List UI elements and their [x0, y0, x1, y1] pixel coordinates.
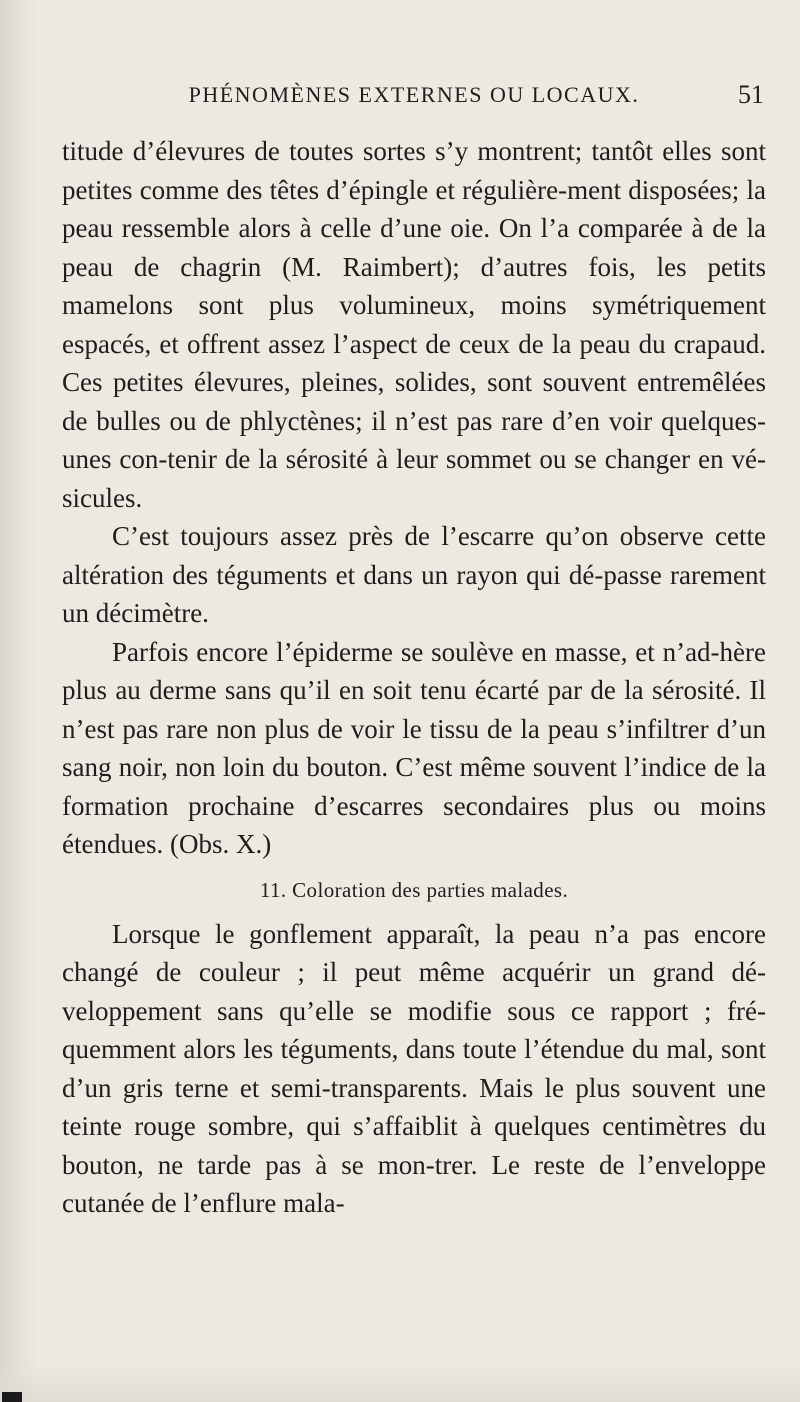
page-number: 51: [738, 80, 764, 109]
page-bottom-shadow: [0, 1362, 800, 1402]
section-heading: 11. Coloration des parties malades.: [259, 877, 569, 902]
page-gutter-shadow: [0, 0, 38, 1402]
paragraph-coloration: Lorsque le gonflement apparaît, la peau n’a pas encore changé de couleur ; il peut même acquérir un grand dé-veloppement sans qu’elle se modifie sous ce rapport ; fré-quemment alors les téguments, dans toute l’étendue du mal, sont d’un gris terne et semi-transparents. Mais le plus souvent une teinte rouge sombre, qui s’affaiblit à quelques centimètres du bouton, ne tarde pas à se mon-trer. Le reste de l’enveloppe cutanée de l’enflure mala-: [62, 918, 766, 1218]
book-page: [62, 82, 766, 1223]
running-head: [62, 82, 766, 118]
running-title: PHÉNOMÈNES EXTERNES OU LOCAUX.: [188, 82, 640, 107]
paragraph-epiderme: Parfois encore l’épiderme se soulève en masse, et n’ad-hère plus au derme sans qu’il en soit tenu écarté par de la sérosité. Il n’est pas rare non plus de voir le tissu de la peau s’infiltrer d’un sang noir, non loin du bouton. C’est même souvent l’indice de la formation prochaine d’escarres secondaires plus ou moins étendues. (Obs. X.): [62, 636, 766, 859]
scan-corner-mark: [2, 1392, 22, 1402]
paragraph-elevures: titude d’élevures de toutes sortes s’y montrent; tantôt elles sont petites comme des têtes d’épingle et régulière-ment disposées; la peau ressemble alors à celle d’une oie. On l’a comparée à de la peau de chagrin (M. Raimbert); d’autres fois, les petits mamelons sont plus volumineux, moins symétriquement espacés, et offrent assez l’aspect de ceux de la peau du crapaud. Ces petites élevures, pleines, solides, sont souvent entremêlées de bulles ou de phlyctènes; il n’est pas rare d’en voir quelques-unes con-tenir de la sérosité à leur sommet ou se changer en vé-sicules.: [62, 136, 766, 513]
paragraph-escarre: C’est toujours assez près de l’escarre qu’on observe cette altération des téguments et dans un rayon qui dé-passe rarement un décimètre.: [62, 521, 766, 628]
